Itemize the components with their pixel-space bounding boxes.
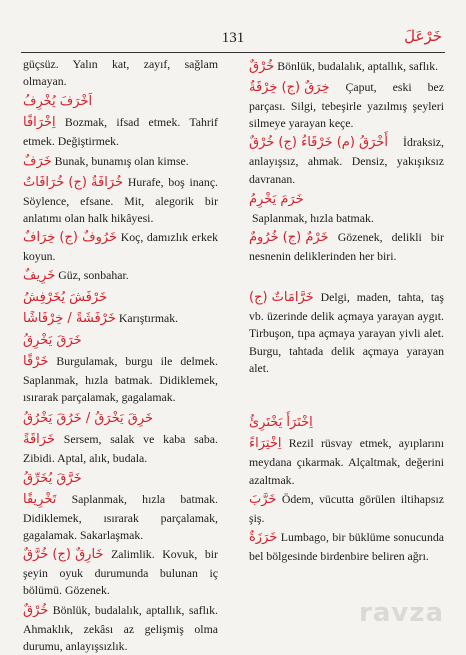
arabic-headword: تَخْرِيقًا bbox=[23, 491, 57, 507]
entry-heading bbox=[23, 467, 218, 489]
arabic-headword: خِرَقٌ (ج) خِرْقَةٌ bbox=[249, 80, 330, 95]
page-number: 131 bbox=[221, 30, 245, 46]
entry-text: خَرَفٌ Bunak, bunamış olan kimse. bbox=[23, 151, 218, 172]
arabic-headword: أَخْرَقُ (م) خَرْقَاءُ (ج) خُرْقٌ bbox=[249, 135, 388, 151]
arabic-headword: خَرَمَ يَخْرِمُ bbox=[249, 191, 304, 207]
arabic-headword: خَرِقَ يَخْرَقُ / خَرُقَ يَخْرُقُ bbox=[23, 410, 154, 426]
entry-text: خَرْمٌ (ج) خُرُومٌ Gözenek, delikli bir nesnenin deliklerinden her biri. bbox=[249, 227, 444, 265]
entry-text: خَرَاقَةً Sersem, salak ve kaba saba. Zibidi. Aptal, alık, budala. bbox=[23, 429, 218, 467]
watermark-logo: ravza bbox=[359, 598, 444, 628]
entry-text: خَرْفَشَةً / خِرْفَاشًا Karıştırmak. bbox=[23, 308, 218, 329]
arabic-headword: خُرْقٌ bbox=[23, 602, 49, 618]
arabic-headword: خَرَاقَةً bbox=[23, 431, 56, 447]
entry-text: خِرَقٌ (ج) خِرْقَةٌ Çaput, eski bez parçası. Silgi, tebeşirle yazılmış şeyleri silmeye yarayan keçe. bbox=[249, 77, 444, 132]
entry-heading bbox=[249, 265, 444, 287]
arabic-headword: اَخْرَفَ يُخْرِفُ bbox=[23, 94, 93, 110]
arabic-headword: خَرَّبَ bbox=[249, 491, 277, 507]
entry-text: Saplanmak, hızla batmak. bbox=[251, 210, 374, 225]
arabic-headword: خَرَّامَاتٌ (ج) bbox=[249, 290, 314, 306]
arabic-headword: اِخْتِرَاءً bbox=[249, 436, 282, 452]
entry-text: خَرَّامَاتٌ (ج) Delgi, maden, tahta, taş vb. üzerinde delik açmaya yarayan aygıt. Tirbuşon, tıpa açmaya yarayan yivli alet. Burgu, tahtada delik açmaya yarayan alet. bbox=[249, 287, 444, 377]
entry-heading bbox=[23, 90, 218, 112]
entry-text: أَخْرَقُ (م) خَرْقَاءُ (ج) خُرْقٌ İdraksiz, anlayışsız, ahmak. Densiz, yakışıksız davranan. bbox=[249, 132, 444, 187]
arabic-headword: اِخْتَرَأَ يَخْتَرِئُ bbox=[249, 415, 313, 431]
arabic-headword: اِخْرَافًا bbox=[23, 115, 56, 131]
entry-heading bbox=[249, 188, 444, 210]
arabic-headword: خَرْفَشَةً / خِرْفَاشًا bbox=[23, 311, 116, 327]
entry-text: خُرَافَةٌ (ج) خُرَافَاتٌ Hurafe, boş inanç. Söylence, efsane. Mit, alegorik bir anlatımı olan halk hikâyesi. bbox=[23, 172, 218, 227]
arabic-headword: خَرَّقَ يُخَرِّقُ bbox=[23, 470, 82, 486]
arabic-headword: خَرُوفٌ (ج) خِرَافٌ bbox=[23, 230, 118, 246]
arabic-headword: خُرْقٌ bbox=[249, 59, 275, 74]
entry-heading bbox=[23, 329, 218, 351]
header-rule bbox=[21, 52, 445, 53]
entry-text: خُرْقٌ Bönlük, budalalık, aptallık, saflık. Ahmaklık, zekâsı az gelişmiş olma durumu, anlayışsızlık. bbox=[23, 600, 218, 655]
entry-text: خَرْقًا Burgulamak, burgu ile delmek. Saplanmak, hızla batmak. Didiklemek, ısırarak parçalamak, gagalamak. bbox=[23, 351, 218, 406]
entry-heading bbox=[23, 407, 218, 429]
entry-heading bbox=[249, 411, 444, 433]
entry-text: خُرْقٌ Bönlük, budalalık, aptallık, saflık. bbox=[249, 56, 444, 77]
entry-text: خَرُوفٌ (ج) خِرَافٌ Koç, damızlık erkek koyun. bbox=[23, 227, 218, 265]
arabic-headword: خَرْمٌ (ج) خُرُومٌ bbox=[249, 230, 329, 246]
entry-text: تَخْرِيقًا Saplanmak, hızla batmak. Didiklemek, ısırarak parçalamak, gagalamak. Sakarlaşmak. bbox=[23, 489, 218, 544]
arabic-headword: خَرَقَ يَخْرِقُ bbox=[23, 333, 82, 349]
entry-text: اِخْرَافًا Bozmak, ifsad etmek. Tahrif etmek. Değiştirmek. bbox=[23, 112, 218, 150]
right-column bbox=[249, 56, 444, 565]
arabic-headword: خُرَافَةٌ (ج) خُرَافَاتٌ bbox=[23, 174, 124, 190]
entry-text: اِخْتِرَاءً Rezil rüsvay etmek, ayıplarını meydana çıkarmak. Alçaltmak, değerini azaltmak. bbox=[249, 433, 444, 488]
arabic-headword: خَرَزَةٌ bbox=[249, 530, 278, 546]
entry-text: خَرِيفٌ Güz, sonbahar. bbox=[23, 265, 218, 286]
entry-text bbox=[249, 377, 444, 394]
entry-text: خَارِقٌ (ج) خُرَّقٌ Zalimlik. Kovuk, bir şeyin oyuk durumunda bulunan iç bölümü. Gözenek. bbox=[23, 544, 218, 599]
entry-text: خَرَزَةٌ Lumbago, bir büklüme sonucunda bel bölgesinde birdenbire beliren ağrı. bbox=[249, 527, 444, 565]
running-header-arabic: خَرْعَلَ bbox=[404, 27, 442, 45]
arabic-headword: خَارِقٌ (ج) خُرَّقٌ bbox=[23, 547, 104, 563]
arabic-headword: خَرَفٌ bbox=[23, 153, 52, 169]
entry-text: güçsüz. Yalın kat, zayıf, sağlam olmayan. bbox=[23, 57, 218, 89]
left-column bbox=[23, 56, 218, 655]
arabic-headword: خَرْقًا bbox=[23, 354, 49, 370]
entry-heading bbox=[23, 286, 218, 308]
arabic-headword: خَرْفَشَ يُخَرْفِشُ bbox=[23, 290, 108, 306]
arabic-headword: خَرِيفٌ bbox=[23, 268, 56, 284]
entry-text bbox=[249, 394, 444, 411]
entry-text: خَرَّبَ Ödem, vücutta görülen iltihapsız şiş. bbox=[249, 489, 444, 527]
